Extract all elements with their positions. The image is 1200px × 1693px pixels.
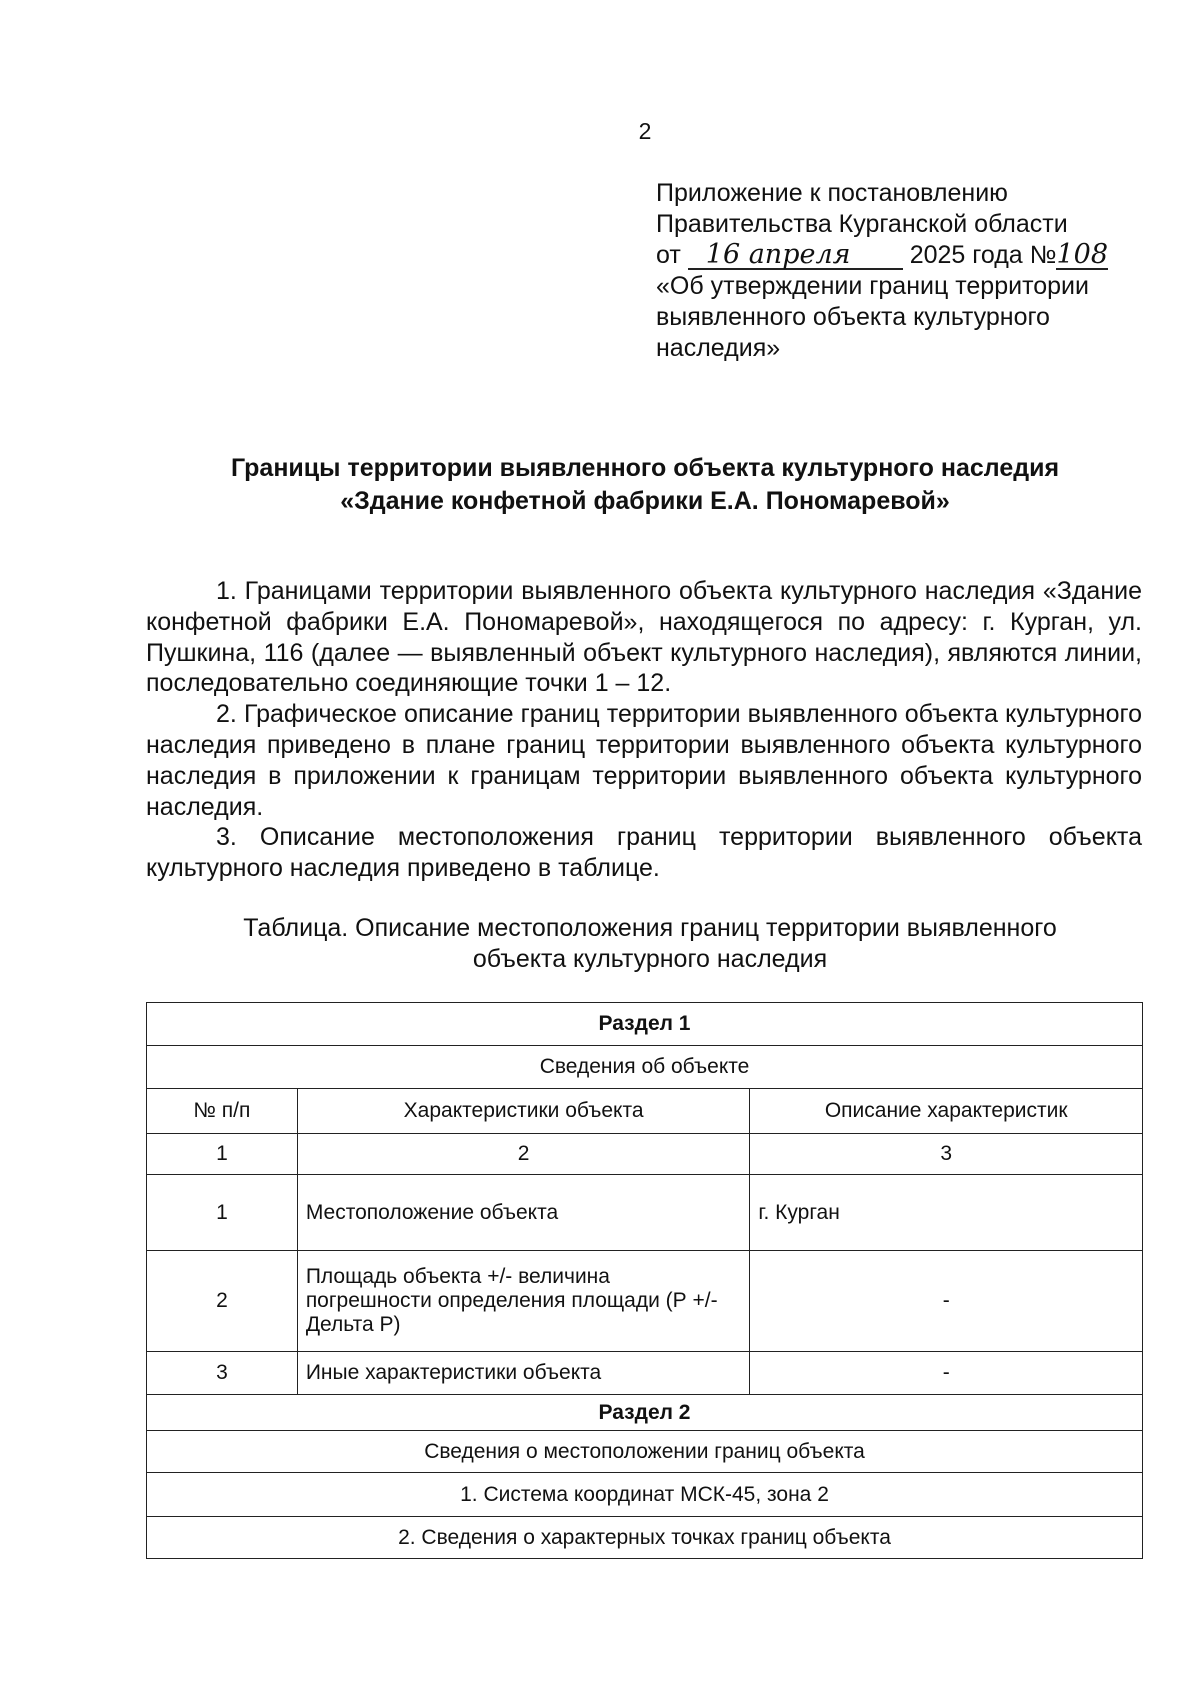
row-num: 3 [147, 1352, 298, 1395]
column-number-3: 3 [750, 1134, 1143, 1175]
row-characteristic: Площадь объекта +/- величина погрешности определения площади (Р +/- Дельта Р) [297, 1251, 750, 1352]
header-num: № п/п [147, 1089, 298, 1134]
boundary-table [146, 1002, 1143, 1559]
section1-subtitle-row [147, 1046, 1143, 1089]
table-caption-line-2: объекта культурного наследия [472, 945, 828, 973]
section2-title-row [147, 1395, 1143, 1431]
row-description: - [750, 1251, 1143, 1352]
table-header-row [147, 1089, 1143, 1134]
appendix-line-5: выявленного объекта культурного [656, 303, 1050, 331]
appendix-date-line [656, 240, 1156, 271]
date-prefix: от [656, 241, 681, 269]
column-number-1: 1 [147, 1134, 298, 1175]
paragraph-2: 2. Графическое описание границ территории выявленного объекта культурного наследия приведено в плане границ территории выявленного объекта культурного наследия в приложении к границам территории выявленного объекта культурного наследия. [146, 700, 1142, 821]
paragraph-3: 3. Описание местоположения границ территории выявленного объекта культурного наследия приведено в таблице. [146, 823, 1142, 883]
section2-title: Раздел 2 [147, 1395, 1143, 1431]
header-characteristic: Характеристики объекта [297, 1089, 750, 1134]
points-heading: 2. Сведения о характерных точках границ объекта [147, 1517, 1143, 1559]
section1-subtitle: Сведения об объекте [147, 1046, 1143, 1089]
handwritten-number: 108 [1056, 239, 1109, 270]
appendix-header [656, 178, 1156, 364]
section2-subtitle-row [147, 1431, 1143, 1473]
row-characteristic: Иные характеристики объекта [297, 1352, 750, 1395]
column-number-row [147, 1134, 1143, 1175]
appendix-line-4: «Об утверждении границ территории [656, 272, 1089, 300]
section1-title: Раздел 1 [147, 1003, 1143, 1046]
appendix-line-6: наследия» [656, 334, 781, 362]
row-num: 1 [147, 1175, 298, 1251]
year-text: 2025 года № [909, 241, 1057, 269]
row-description: г. Курган [750, 1175, 1143, 1251]
title-line-1: Границы территории выявленного объекта культурного наследия [230, 454, 1060, 482]
row-description: - [750, 1352, 1143, 1395]
row-characteristic: Местоположение объекта [297, 1175, 750, 1251]
section1-title-row [147, 1003, 1143, 1046]
header-description: Описание характеристик [750, 1089, 1143, 1134]
table-row [147, 1175, 1143, 1251]
table-caption-line-1: Таблица. Описание местоположения границ территории выявленного [243, 914, 1057, 942]
table-row [147, 1251, 1143, 1352]
section2-subtitle: Сведения о местоположении границ объекта [147, 1431, 1143, 1473]
points-heading-row [147, 1517, 1143, 1559]
body-text [146, 576, 1142, 884]
coord-system: 1. Система координат МСК-45, зона 2 [147, 1473, 1143, 1517]
table-row [147, 1352, 1143, 1395]
page-number: 2 [638, 118, 652, 144]
appendix-line-1: Приложение к постановлению [656, 179, 1008, 207]
handwritten-date: 16 апреля [688, 242, 903, 270]
row-num: 2 [147, 1251, 298, 1352]
title-line-2: «Здание конфетной фабрики Е.А. Пономаревой» [340, 487, 950, 515]
document-title [140, 452, 1150, 518]
column-number-2: 2 [297, 1134, 750, 1175]
paragraph-1: 1. Границами территории выявленного объекта культурного наследия «Здание конфетной фабрики Е.А. Пономаревой», находящегося по адресу: г. Курган, ул. Пушкина, 116 (далее — выявленный объект культурного наследия), являются линии, последовательно соединяющие точки 1 – 12. [146, 577, 1142, 698]
appendix-line-2: Правительства Курганской области [656, 210, 1068, 238]
table-caption [220, 913, 1080, 975]
coord-system-row [147, 1473, 1143, 1517]
